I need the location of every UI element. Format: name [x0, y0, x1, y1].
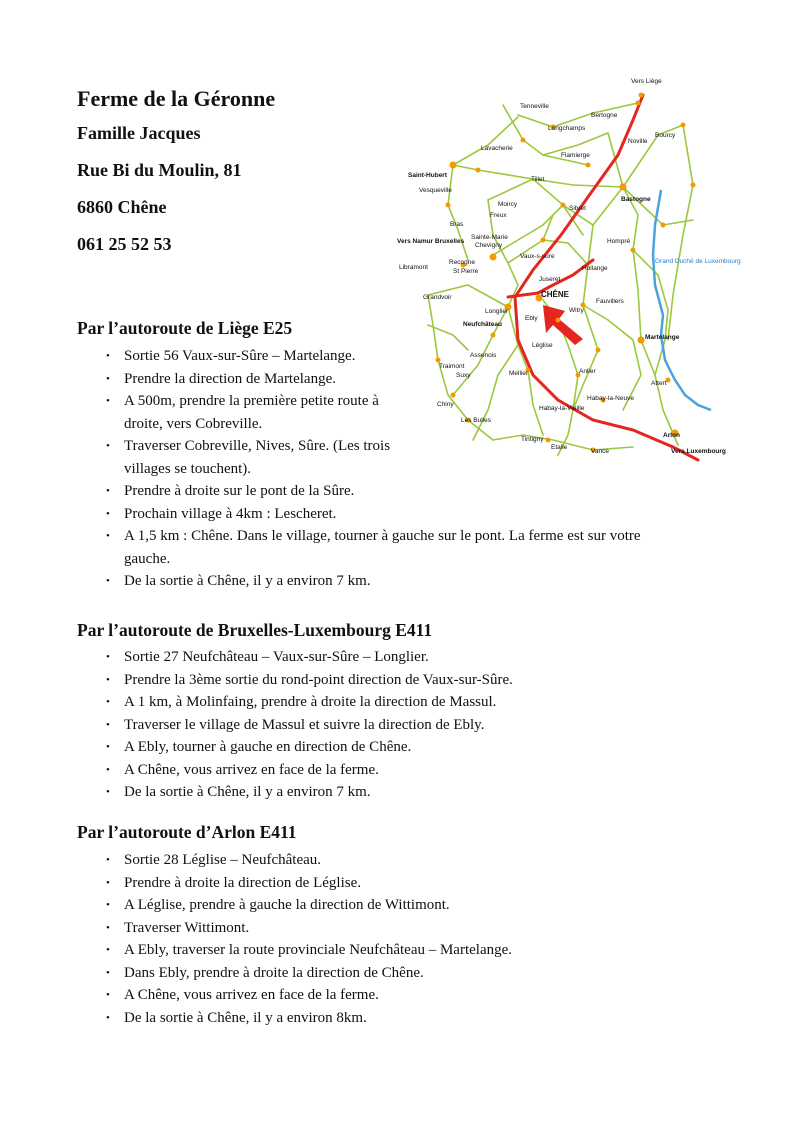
map-label-chiny: Chiny — [437, 401, 454, 408]
map-label-traimont: Traimont — [439, 363, 465, 370]
map-label-arlon: Arlon — [663, 432, 680, 439]
steps-list-arlon — [104, 849, 684, 1029]
map-label-flamierge: Flamierge — [561, 152, 590, 159]
map-label-chene: CHÊNE — [541, 290, 570, 299]
map-label-hompre: Hompré — [607, 238, 631, 245]
family-name: Famille Jacques — [77, 123, 201, 143]
map-label-vers-namur-bruxelles: Vers Namur Bruxelles — [397, 238, 465, 245]
city-address: 6860 Chêne — [77, 197, 167, 217]
list-item: • Prendre à droite sur le pont de la Sûre. — [104, 480, 684, 503]
map-label-freux: Freux — [490, 212, 507, 219]
map-label-mellier: Mellier — [509, 370, 529, 377]
map-label-sainte-marie: Sainte-Marie — [471, 234, 508, 241]
map-label-noville: Noville — [628, 138, 648, 145]
map-label-juseret: Juseret — [539, 276, 561, 283]
phone-number: 061 25 52 53 — [77, 234, 172, 254]
map-label-tenneville: Tenneville — [520, 103, 549, 110]
list-item: • A Ebly, tourner à gauche en direction de Chêne. — [104, 736, 684, 759]
map-label-grandvoir: Grandvoir — [423, 294, 452, 301]
map-label-sibret: Sibret — [569, 205, 586, 212]
map-label-recogne: Recogne — [449, 259, 476, 266]
section-heading-liege: Par l’autoroute de Liège E25 — [77, 318, 293, 338]
list-item: • Traverser Cobreville, Nives, Sûre. (Les trois villages se touchent). — [104, 435, 404, 480]
street-address: Rue Bi du Moulin, 81 — [77, 160, 242, 180]
section-heading-arlon: Par l’autoroute d’Arlon E411 — [77, 822, 297, 842]
map-label-habay-la-vieille: Habay-la-Vieille — [539, 405, 585, 412]
list-item: • A Ebly, traverser la route provinciale Neufchâteau – Martelange. — [104, 939, 684, 962]
map-label-lavacherie: Lavacherie — [481, 145, 513, 152]
map-label-vaux-sure: Vaux-s-sure — [520, 253, 555, 260]
map-label-attert: Attert — [651, 380, 667, 387]
map-label-vers-liege: Vers Liège — [631, 78, 662, 85]
list-item: • Sortie 27 Neufchâteau – Vaux-sur-Sûre – Longlier. — [104, 646, 684, 669]
list-item: • A 500m, prendre la première petite route à droite, vers Cobreville. — [104, 390, 404, 435]
list-item: • Prendre à droite la direction de Léglise. — [104, 872, 684, 895]
map-label-habay-la-neuve: Habay-la-Neuve — [587, 395, 634, 402]
route-map — [393, 75, 741, 470]
map-label-tillet: Tillet — [531, 176, 545, 183]
list-item: • Sortie 56 Vaux-sur-Sûre – Martelange. — [104, 345, 404, 368]
map-label-les-bulles: Les Bulles — [461, 417, 491, 424]
list-item: • A Chêne, vous arrivez en face de la ferme. — [104, 984, 684, 1007]
steps-list-bruxelles — [104, 646, 684, 804]
list-item: • De la sortie à Chêne, il y a environ 7 km. — [104, 781, 684, 804]
map-label-vers-luxembourg: Vers Luxembourg — [671, 448, 726, 455]
map-label-bastogne: Bastogne — [621, 196, 651, 203]
map-label-bras: Bras — [450, 221, 464, 228]
page-title: Ferme de la Géronne — [77, 86, 276, 111]
map-label-etalle: Etalle — [551, 444, 568, 451]
list-item: • Dans Ebly, prendre à droite la direction de Chêne. — [104, 962, 684, 985]
list-item: • De la sortie à Chêne, il y a environ 8km. — [104, 1007, 684, 1030]
list-item: • Traverser le village de Massul et suivre la direction de Ebly. — [104, 714, 684, 737]
map-label-tintigny: Tintigny — [521, 436, 544, 443]
map-label-saint-hubert: Saint-Hubert — [408, 172, 447, 179]
map-label-hollange: Hollange — [582, 265, 608, 272]
list-item: • A 1 km, à Molinfaing, prendre à droite la direction de Massul. — [104, 691, 684, 714]
list-item: • Prochain village à 4km : Lescheret. — [104, 503, 684, 526]
map-label-neufchateau: Neufchâteau — [463, 321, 503, 328]
map-label-longlier: Longlier — [485, 308, 509, 315]
map-label-vesqueville: Vesqueville — [419, 187, 452, 194]
map-label-moircy: Moircy — [498, 201, 518, 208]
map-label-bertogne: Bertogne — [591, 112, 618, 119]
map-label-assenois: Assenois — [470, 352, 497, 359]
map-label-grand-duche: Grand Duché de Luxembourg — [655, 258, 741, 265]
map-label-chevigny: Chevigny — [475, 242, 503, 249]
list-item: • Sortie 28 Léglise – Neufchâteau. — [104, 849, 684, 872]
list-item: • A Chêne, vous arrivez en face de la ferme. — [104, 759, 684, 782]
section-heading-bruxelles: Par l’autoroute de Bruxelles-Luxembourg E411 — [77, 620, 433, 640]
map-label-longchamps: Longchamps — [548, 125, 586, 132]
map-label-ebly: Ebly — [525, 315, 538, 322]
list-item: • Prendre la 3ème sortie du rond-point direction de Vaux-sur-Sûre. — [104, 669, 684, 692]
map-label-fauvillers: Fauvillers — [596, 298, 624, 305]
map-label-vance: Vance — [591, 448, 609, 455]
map-label-witry: Witry — [569, 307, 584, 314]
list-item: • A 1,5 km : Chêne. Dans le village, tourner à gauche sur le pont. La ferme est sur votre gauche. — [104, 525, 684, 570]
list-item: • Prendre la direction de Martelange. — [104, 368, 404, 391]
list-item: • A Léglise, prendre à gauche la direction de Wittimont. — [104, 894, 684, 917]
map-label-bourcy: Bourcy — [655, 132, 676, 139]
list-item: • Traverser Wittimont. — [104, 917, 684, 940]
map-label-anlier: Anlier — [579, 368, 596, 375]
list-item: • De la sortie à Chêne, il y a environ 7 km. — [104, 570, 684, 593]
map-label-leglise: Léglise — [532, 342, 553, 349]
map-label-libramont: Libramont — [399, 264, 428, 271]
map-label-suxy: Suxy — [456, 372, 471, 379]
map-label-st-pierre: St Pierre — [453, 268, 479, 275]
map-label-martelange: Martelange — [645, 334, 680, 341]
